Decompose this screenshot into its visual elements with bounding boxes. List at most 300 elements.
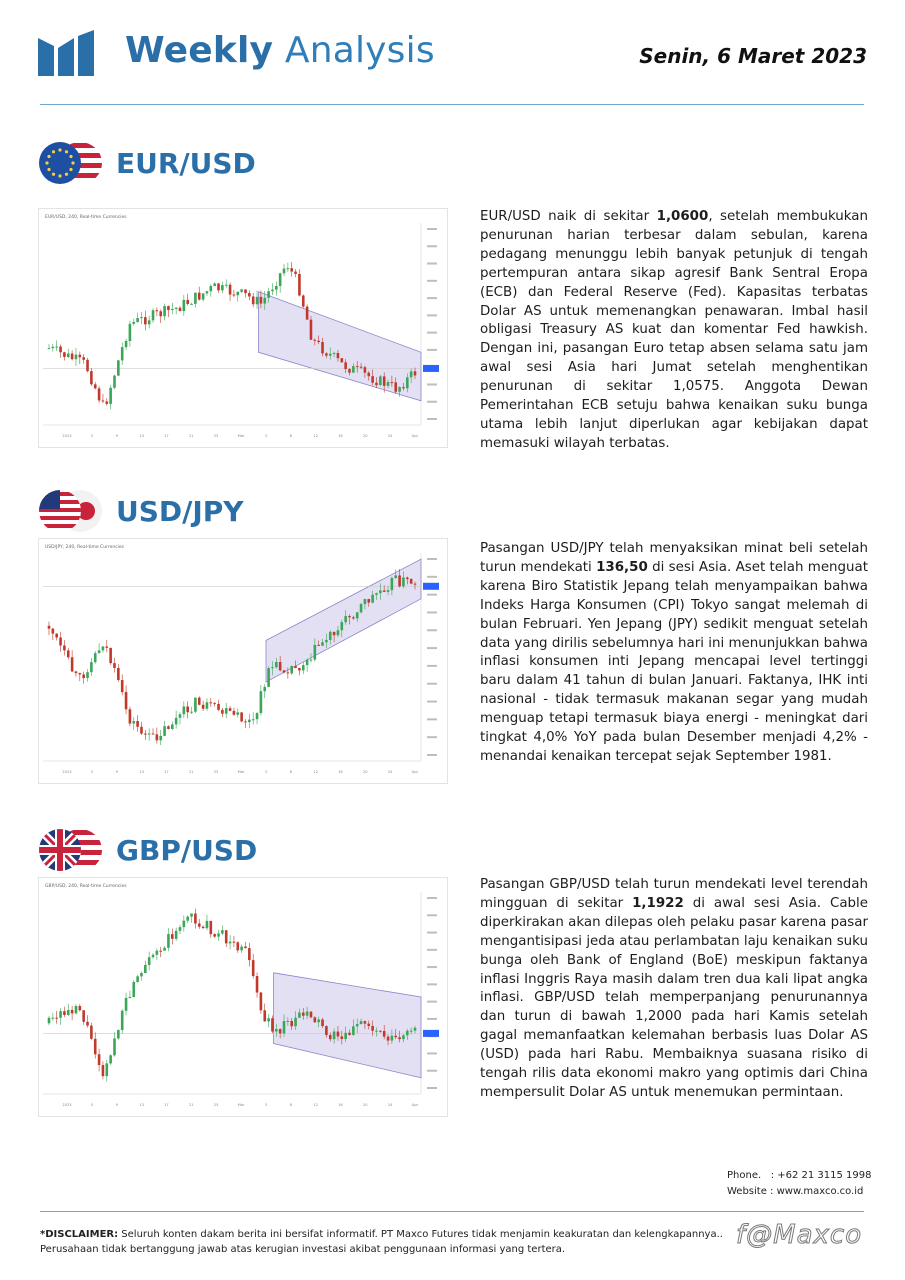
candle-body	[52, 347, 55, 348]
candle-body	[202, 293, 205, 299]
candle-body	[113, 663, 116, 668]
time-tick-label: 20	[362, 1103, 368, 1107]
candle-body	[90, 1026, 93, 1039]
candle-body	[236, 942, 239, 950]
candle-body	[102, 1065, 105, 1076]
candle-body	[398, 1037, 401, 1039]
candle-body	[275, 1029, 278, 1031]
candle-body	[210, 921, 213, 934]
candle-body	[190, 712, 193, 713]
price-tick-label	[427, 914, 437, 916]
candle-body	[175, 931, 178, 939]
candle-body	[252, 719, 255, 720]
candle-body	[283, 269, 286, 274]
price-tick-label	[427, 1018, 437, 1020]
candle-body	[183, 706, 186, 714]
candle-body	[298, 668, 301, 670]
time-tick-label: 25	[213, 434, 219, 438]
time-tick-label: 21	[188, 434, 194, 438]
candle-body	[117, 360, 120, 375]
candle-body	[352, 617, 355, 618]
candle-body	[263, 687, 266, 691]
candle-body	[179, 927, 182, 931]
candle-body	[221, 710, 224, 714]
candle-body	[125, 998, 128, 1011]
candle-body	[152, 310, 155, 320]
candle-body	[314, 645, 317, 660]
price-tick-label	[427, 349, 437, 351]
candle-body	[190, 304, 193, 305]
candle-body	[113, 376, 116, 388]
header-divider	[40, 104, 864, 105]
time-tick-label: 8	[289, 434, 292, 438]
price-tick-label	[427, 418, 437, 420]
footer-divider	[40, 1211, 864, 1212]
candle-body	[136, 721, 139, 727]
candle-body	[364, 367, 367, 373]
candle-body	[287, 1021, 290, 1022]
candle-body	[225, 930, 228, 943]
candle-body	[240, 712, 243, 721]
candle-body	[371, 1026, 374, 1031]
candle-body	[167, 726, 170, 729]
candle-body	[198, 293, 201, 300]
candle-body	[398, 575, 401, 586]
candle-body	[383, 376, 386, 385]
time-tick-label: 24	[387, 1103, 393, 1107]
candle-body	[206, 921, 209, 928]
candle-body	[233, 295, 236, 296]
candle-body	[263, 1010, 266, 1021]
candle-body	[75, 1006, 78, 1013]
page-title	[125, 30, 435, 71]
candle-body	[398, 387, 401, 392]
candle-body	[333, 632, 336, 635]
candle-body	[406, 377, 409, 388]
candle-body	[117, 668, 120, 680]
current-price-tag	[423, 365, 439, 372]
candle-body	[306, 1012, 309, 1016]
candle-body	[94, 384, 97, 388]
time-tick-label: 12	[313, 1103, 318, 1107]
candle-body	[206, 702, 209, 708]
candle-body	[367, 373, 370, 376]
candle-body	[321, 642, 324, 645]
candle-body	[148, 957, 151, 965]
candle-body	[402, 1035, 405, 1039]
candle-body	[144, 317, 147, 324]
candle-body	[364, 599, 367, 604]
candle-body	[75, 355, 78, 359]
candle-body	[414, 371, 417, 375]
candle-body	[86, 1022, 89, 1026]
candle-body	[356, 612, 359, 618]
candle-body	[63, 646, 66, 651]
eurusd-chart	[38, 208, 448, 448]
time-tick-label: 9	[115, 1103, 118, 1107]
candle-body	[48, 1018, 51, 1023]
candle-body	[202, 705, 205, 709]
candle-body	[113, 1038, 116, 1055]
candle-body	[63, 1011, 66, 1015]
candle-body	[144, 965, 147, 973]
candle-body	[90, 371, 93, 384]
candle-body	[302, 295, 305, 306]
candle-body	[394, 1036, 397, 1037]
time-tick-label: 2023	[62, 770, 72, 774]
candle-body	[379, 376, 382, 385]
candle-body	[79, 1006, 82, 1010]
candle-body	[329, 354, 332, 356]
paragraph-text: Pasangan GBP/USD telah turun mendekati level terendah mingguan di sekitar	[480, 877, 868, 911]
candle-body	[140, 317, 143, 318]
time-tick-label: 8	[289, 770, 292, 774]
time-tick-label: 17	[164, 770, 169, 774]
candle-body	[225, 285, 228, 286]
candle-body	[310, 660, 313, 661]
candle-body	[244, 721, 247, 722]
time-tick-label: 13	[139, 770, 144, 774]
price-tick-label	[427, 665, 437, 667]
candle-body	[144, 734, 147, 735]
candle-body	[171, 309, 174, 310]
candle-body	[167, 306, 170, 310]
candle-body	[194, 293, 197, 304]
candle-body	[267, 291, 270, 298]
candle-body	[163, 948, 166, 951]
candle-body	[105, 401, 108, 404]
candle-body	[333, 1032, 336, 1040]
time-tick-label: 9	[115, 770, 118, 774]
candle-body	[55, 634, 58, 638]
candle-body	[179, 714, 182, 718]
candle-body	[302, 1013, 305, 1016]
candle-body	[79, 355, 82, 358]
candle-body	[364, 1021, 367, 1024]
section-pair-label: USD/JPY	[116, 494, 244, 528]
candle-body	[102, 400, 105, 401]
candle-body	[221, 930, 224, 933]
price-tick-label	[427, 983, 437, 985]
candle-body	[248, 293, 251, 296]
candle-body	[82, 357, 85, 360]
candle-body	[348, 616, 351, 617]
candle-body	[298, 274, 301, 296]
candle-body	[86, 672, 89, 678]
candle-body	[79, 673, 82, 674]
candle-body	[337, 353, 340, 358]
candle-body	[217, 704, 220, 710]
price-tick-label	[427, 245, 437, 247]
candle-body	[410, 371, 413, 377]
section-pair-label: EUR/USD	[116, 146, 256, 180]
candle-body	[329, 1035, 332, 1039]
candle-body	[109, 648, 112, 663]
time-tick-label: 9	[115, 434, 118, 438]
time-tick-label: 16	[338, 434, 343, 438]
maxco-watermark: f@Maxco	[736, 1220, 863, 1250]
candle-body	[90, 662, 93, 672]
time-tick-label: 17	[164, 434, 169, 438]
candle-body	[360, 1021, 363, 1024]
price-tick-label	[427, 314, 437, 316]
paragraph-text: EUR/USD naik di sekitar	[480, 209, 657, 224]
candle-body	[102, 646, 105, 650]
section-gbpusd-heading	[38, 827, 257, 873]
time-tick-label: 24	[387, 434, 393, 438]
disclaimer	[40, 1228, 730, 1257]
price-tick-label	[427, 647, 437, 649]
candle-body	[213, 283, 216, 285]
candle-body	[59, 1011, 62, 1018]
price-tick-label	[427, 332, 437, 334]
candle-body	[394, 382, 397, 391]
price-tick-label	[427, 297, 437, 299]
price-tick-label	[427, 1087, 437, 1089]
candle-body	[352, 366, 355, 373]
candle-body	[233, 942, 236, 943]
candle-body	[75, 671, 78, 673]
candle-body	[152, 955, 155, 957]
candle-body	[159, 736, 162, 740]
gbpusd-analysis-text	[480, 876, 868, 1103]
candle-body	[109, 388, 112, 404]
candle-body	[213, 703, 216, 704]
time-tick-label: 12	[313, 770, 318, 774]
candle-body	[156, 951, 159, 955]
candle-body	[171, 934, 174, 939]
brand-logo-icon	[38, 30, 96, 76]
candle-body	[229, 708, 232, 711]
candle-body	[221, 285, 224, 290]
candle-body	[344, 616, 347, 622]
candle-body	[341, 358, 344, 362]
candle-body	[121, 347, 124, 360]
candle-body	[287, 672, 290, 673]
candle-body	[240, 947, 243, 951]
highlight-price: 1,1922	[632, 895, 684, 911]
candle-body	[402, 578, 405, 587]
chart-header-label: EUR/USD, 240, Real-time Currencies	[45, 215, 127, 220]
time-tick-label: Mar	[237, 434, 245, 438]
candle-body	[371, 595, 374, 603]
candle-body	[325, 1026, 328, 1035]
paragraph-text: di sesi Asia. Aset telah menguat karena Biro Statistik Jepang telah menyampaikan bahwa Indeks Harga Konsumen (CPI) Tokyo sangat melemah di bulan Februari. Yen Jepang (JPY) sedikit menguat setelah data yang dirilis sebelumnya hari ini menunjukkan bahwa inflasi konsumen inti Jepang mencapai level tertinggi baru dalam 41 tahun di bulan Januari. Faktanya, IHK inti nasional - tidak termasuk makanan segar yang mudah menguap tetapi termasuk biaya energi - meningkat dari tingkat 4,0% YoY pada bulan Desember menjadi 4,2% - menandai kenaikan tercepat sejak September 1981.	[480, 559, 868, 764]
candle-body	[67, 354, 70, 357]
candle-body	[341, 1036, 344, 1039]
candle-body	[275, 286, 278, 290]
time-tick-label: 12	[313, 434, 318, 438]
candle-body	[329, 632, 332, 640]
candle-body	[210, 702, 213, 703]
candle-body	[233, 711, 236, 715]
candle-body	[375, 383, 378, 385]
candle-body	[298, 1013, 301, 1018]
candle-body	[256, 976, 259, 992]
candle-body	[290, 666, 293, 673]
candle-body	[383, 590, 386, 591]
candle-body	[159, 311, 162, 316]
candle-body	[148, 320, 151, 324]
title-light: Analysis	[284, 30, 435, 71]
candle-body	[379, 590, 382, 593]
time-tick-label: 13	[139, 1103, 144, 1107]
title-bold: Weekly	[125, 30, 274, 71]
candle-body	[360, 604, 363, 612]
candle-body	[375, 593, 378, 595]
report-date: Senin, 6 Maret 2023	[639, 44, 867, 68]
usdjpy-chart	[38, 538, 448, 784]
time-tick-label: 20	[362, 434, 368, 438]
candle-body	[267, 668, 270, 687]
candle-body	[325, 640, 328, 642]
candle-body	[82, 674, 85, 678]
candle-body	[229, 942, 232, 944]
candle-body	[344, 1033, 347, 1039]
candle-body	[71, 657, 74, 671]
price-tick-label	[427, 949, 437, 951]
candle-body	[310, 320, 313, 340]
candle-body	[156, 310, 159, 311]
candle-body	[236, 292, 239, 295]
candle-body	[306, 660, 309, 665]
candle-body	[410, 1031, 413, 1032]
time-tick-label: 24	[387, 770, 393, 774]
highlight-price: 136,50	[596, 559, 648, 575]
candle-body	[213, 934, 216, 936]
price-tick-label	[427, 576, 437, 578]
price-tick-label	[427, 1070, 437, 1072]
candle-body	[148, 734, 151, 735]
chart-header-label: USD/JPY, 240, Real-time Currencies	[45, 545, 125, 550]
candle-body	[163, 726, 166, 736]
candle-body	[321, 342, 324, 353]
candle-body	[252, 296, 255, 304]
candle-body	[63, 352, 66, 357]
section-usdjpy-heading	[38, 488, 244, 534]
time-tick-label: 16	[338, 770, 343, 774]
trend-channel	[266, 559, 421, 682]
candle-body	[391, 578, 394, 590]
price-tick-label	[427, 932, 437, 934]
candle-body	[105, 1063, 108, 1076]
time-tick-label: 17	[164, 1103, 169, 1107]
candle-body	[248, 948, 251, 960]
candle-body	[356, 366, 359, 367]
price-tick-label	[427, 718, 437, 720]
candle-body	[52, 629, 55, 634]
price-tick-label	[427, 401, 437, 403]
time-tick-label: 8	[289, 1103, 292, 1107]
time-tick-label: 21	[188, 1103, 194, 1107]
candle-body	[341, 622, 344, 630]
highlight-price: 1,0600	[656, 209, 709, 224]
candle-body	[383, 1031, 386, 1037]
price-tick-label	[427, 701, 437, 703]
candle-body	[98, 1054, 101, 1065]
price-tick-label	[427, 1001, 437, 1003]
section-eurusd-heading	[38, 140, 256, 186]
candle-body	[360, 367, 363, 368]
candle-body	[279, 273, 282, 286]
candle-body	[290, 268, 293, 271]
candle-body	[67, 650, 70, 657]
time-tick-label: 3	[264, 770, 268, 774]
candle-body	[410, 579, 413, 584]
candle-body	[132, 721, 135, 724]
candle-body	[294, 272, 297, 274]
us-jp-flag-icon	[38, 489, 102, 533]
paragraph-text: Pasangan USD/JPY telah menyaksikan minat beli setelah turun mendekati	[480, 541, 868, 575]
price-tick-label	[427, 263, 437, 265]
candle-body	[183, 921, 186, 927]
candle-body	[140, 727, 143, 734]
candle-body	[283, 670, 286, 672]
price-tick-label	[427, 383, 437, 385]
candle-body	[271, 667, 274, 668]
candle-body	[348, 369, 351, 373]
candle-body	[105, 646, 108, 647]
candle-body	[348, 1033, 351, 1035]
candle-body	[125, 341, 128, 347]
candle-body	[256, 297, 259, 304]
candle-body	[414, 584, 417, 585]
price-tick-label	[427, 754, 437, 756]
candle-body	[271, 290, 274, 292]
candle-body	[344, 362, 347, 369]
candle-body	[190, 914, 193, 917]
candle-body	[260, 691, 263, 713]
time-tick-label: 5	[90, 770, 94, 774]
candle-body	[244, 947, 247, 949]
candle-body	[267, 1018, 270, 1021]
time-tick-label: 13	[139, 434, 144, 438]
candle-body	[129, 709, 132, 723]
candle-body	[317, 645, 320, 646]
candle-body	[252, 960, 255, 976]
price-tick-label	[427, 1052, 437, 1054]
eurusd-analysis-text	[480, 208, 868, 454]
candle-body	[317, 341, 320, 342]
price-tick-label	[427, 611, 437, 613]
candle-body	[183, 300, 186, 311]
candle-body	[198, 698, 201, 705]
candle-body	[248, 720, 251, 722]
current-price-tag	[423, 583, 439, 590]
candle-body	[406, 1031, 409, 1036]
candle-body	[260, 297, 263, 304]
contact-info	[727, 1168, 872, 1199]
candle-body	[156, 734, 159, 740]
time-tick-label: 21	[188, 770, 194, 774]
candle-body	[367, 599, 370, 603]
disclaimer-label: *DISCLAIMER:	[40, 1229, 119, 1240]
candle-body	[136, 976, 139, 982]
candle-body	[59, 637, 62, 645]
time-tick-label: 25	[213, 1103, 219, 1107]
candle-body	[260, 993, 263, 1011]
candle-body	[263, 298, 266, 304]
candle-body	[391, 1036, 394, 1041]
candle-body	[109, 1055, 112, 1063]
candle-body	[55, 347, 58, 348]
candle-body	[367, 1024, 370, 1026]
candle-body	[202, 927, 205, 929]
candle-body	[352, 1026, 355, 1035]
candle-body	[394, 575, 397, 578]
section-pair-label: GBP/USD	[116, 833, 258, 867]
candle-body	[314, 1017, 317, 1022]
